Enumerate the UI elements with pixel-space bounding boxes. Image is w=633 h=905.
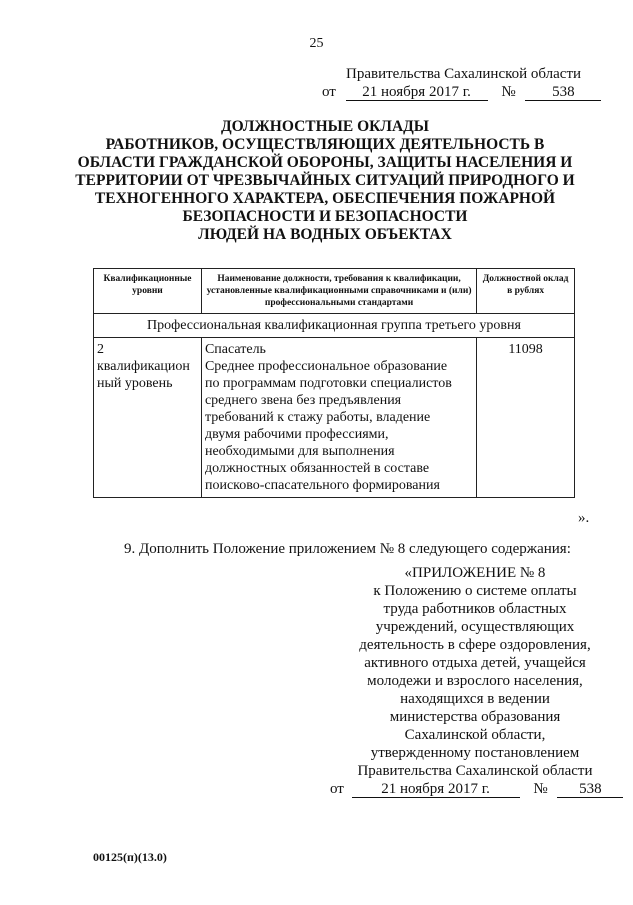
header-salary: Должностной оклад в рублях bbox=[477, 269, 575, 314]
appendix-block bbox=[340, 564, 610, 780]
appendix-line: Правительства Сахалинской области bbox=[357, 763, 593, 779]
appendix-signature-line bbox=[330, 781, 623, 798]
appendix-line: труда работников областных bbox=[383, 601, 567, 617]
appendix-line: министерства образования bbox=[389, 709, 561, 725]
group-label: Профессиональная квалификационная группа третьего уровня bbox=[94, 314, 575, 338]
desc-line: среднего звена без предъявления bbox=[204, 393, 402, 408]
title-line: ОБЛАСТИ ГРАЖДАНСКОЙ ОБОРОНЫ, ЗАЩИТЫ НАСЕЛЕНИЯ И bbox=[77, 154, 573, 171]
title-line: ТЕРРИТОРИИ ОТ ЧРЕЗВЫЧАЙНЫХ СИТУАЦИЙ ПРИРОДНОГО И bbox=[75, 172, 575, 189]
title-line: ДОЛЖНОСТНЫЕ ОКЛАДЫ bbox=[220, 118, 430, 135]
desc-line: поисково-спасательного формирования bbox=[204, 478, 440, 493]
page-number: 25 bbox=[309, 36, 324, 51]
appendix-line: находящихся в ведении bbox=[400, 691, 550, 707]
header-government: Правительства Сахалинской области bbox=[346, 66, 582, 82]
appendix-line: «ПРИЛОЖЕНИЕ № 8 bbox=[404, 565, 546, 581]
level-cell bbox=[94, 338, 202, 498]
desc-line: по программам подготовки специалистов bbox=[204, 376, 452, 391]
appendix-line: Сахалинской области, bbox=[404, 727, 546, 743]
closing-quote: ». bbox=[578, 510, 590, 526]
title-line: ЛЮДЕЙ НА ВОДНЫХ ОБЪЕКТАХ bbox=[198, 226, 452, 243]
salary-cell: 11098 bbox=[477, 338, 575, 498]
appendix-line: учреждений, осуществляющих bbox=[375, 619, 575, 635]
level-line: ный уровень bbox=[97, 376, 173, 391]
desc-line: двумя рабочими профессиями, bbox=[204, 427, 389, 442]
description-cell bbox=[201, 338, 476, 498]
desc-line: должностных обязанностей в составе bbox=[204, 461, 430, 476]
title-line: БЕЗОПАСНОСТИ И БЕЗОПАСНОСТИ bbox=[182, 208, 468, 225]
appendix-line: активного отдыха детей, учащейся bbox=[364, 655, 586, 671]
footer-code: 00125(п)(13.0) bbox=[93, 850, 167, 864]
document-title bbox=[60, 118, 590, 244]
appendix-from-label: от bbox=[330, 781, 344, 797]
appendix-number-label: № bbox=[533, 781, 548, 797]
title-line: ТЕХНОГЕННОГО ХАРАКТЕРА, ОБЕСПЕЧЕНИЯ ПОЖАРНОЙ bbox=[94, 190, 556, 207]
appendix-line: молодежи и взрослого населения, bbox=[367, 673, 583, 689]
table-header-row bbox=[94, 269, 575, 314]
appendix-line: утвержденному постановлением bbox=[370, 745, 580, 761]
salary-table bbox=[93, 268, 575, 498]
header-number: 538 bbox=[525, 84, 601, 101]
level-line: квалификацион bbox=[97, 359, 190, 374]
appendix-date: 21 ноября 2017 г. bbox=[352, 781, 520, 798]
appendix-number: 538 bbox=[557, 781, 623, 798]
title-line: РАБОТНИКОВ, ОСУЩЕСТВЛЯЮЩИХ ДЕЯТЕЛЬНОСТЬ В bbox=[105, 136, 545, 153]
header-levels: Квалификационные уровни bbox=[94, 269, 202, 314]
desc-line: Спасатель bbox=[204, 342, 266, 357]
desc-line: требований к стажу работы, владение bbox=[204, 410, 431, 425]
header-from-label: от bbox=[322, 84, 336, 100]
header-signature-line bbox=[322, 84, 601, 101]
level-line: 2 bbox=[97, 342, 104, 357]
point-9-text: 9. Дополнить Положение приложением № 8 следующего содержания: bbox=[124, 541, 571, 557]
desc-line: Среднее профессиональное образование bbox=[204, 359, 448, 374]
header-number-label: № bbox=[501, 84, 516, 100]
table-row bbox=[94, 338, 575, 498]
appendix-line: деятельность в сфере оздоровления, bbox=[359, 637, 591, 653]
header-date: 21 ноября 2017 г. bbox=[346, 84, 488, 101]
desc-line: необходимыми для выполнения bbox=[204, 444, 395, 459]
header-position: Наименование должности, требования к квалификации, установленные квалификационными справочниками и (или) профессиональными стандартами bbox=[201, 269, 476, 314]
appendix-line: к Положению о системе оплаты bbox=[373, 583, 577, 599]
group-row bbox=[94, 314, 575, 338]
